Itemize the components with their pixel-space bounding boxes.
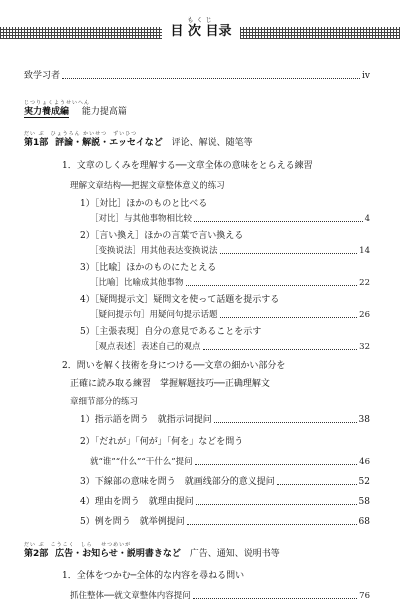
chapter-2-title-line2: 正確に読み取る練習 掌握解题技巧──正确理解文 xyxy=(70,379,270,389)
toc-page: 32 xyxy=(359,342,370,352)
leader-dots xyxy=(214,422,357,423)
leader-dots xyxy=(194,221,363,222)
toc-page: 52 xyxy=(358,477,370,487)
toc-entry-1-5[interactable] xyxy=(90,341,370,353)
section-title: 実力養成編 xyxy=(24,107,70,117)
chapter-1-cn: 理解文章结构──把握文章整体意义的练习 xyxy=(70,181,225,191)
toc-page: 38 xyxy=(358,415,370,425)
chapter-2-title: 2．問いを解く技術を身につける──文章の細かい部分を xyxy=(62,361,286,371)
part1-heading xyxy=(24,137,400,149)
toc-page: 14 xyxy=(359,246,370,256)
toc-entry-p2-1[interactable] xyxy=(70,590,370,602)
part2-cn: 广告、通知、说明书等 xyxy=(189,549,280,559)
toc-page: 76 xyxy=(359,591,370,601)
chapter-2-cn: 章细节部分的练习 xyxy=(70,397,139,407)
toc-item-2-2[interactable]: 2）「だれが」「何が」「何を」などを問う xyxy=(80,437,244,447)
toc-entry-2-1[interactable] xyxy=(80,414,370,426)
leader-dots xyxy=(220,253,358,254)
toc-label: ［比喻］比喻成其他事物 xyxy=(90,278,184,288)
leader-dots xyxy=(195,464,358,465)
title-reading: もくじ xyxy=(187,17,215,24)
toc-page: 26 xyxy=(359,310,370,320)
toc-entry-2-3[interactable] xyxy=(80,476,370,488)
section-heading xyxy=(24,106,400,118)
toc-item-1-1[interactable]: 1）［対比］ほかのものと比べる xyxy=(80,199,208,209)
leader-dots xyxy=(277,484,357,485)
part2-label: 第2部 xyxy=(24,549,49,559)
toc-entry-preface[interactable] xyxy=(24,70,370,82)
toc-label: 3）下線部の意味を問う 就画线部分的意义提问 xyxy=(80,477,275,487)
toc-entry-1-4[interactable] xyxy=(90,309,370,321)
header-pattern-left xyxy=(0,27,162,39)
chapter-1-title: 1．文章のしくみを理解する──文章全体の意味をとらえる練習 xyxy=(62,161,313,171)
toc-label: ［对比］与其他事物相比较 xyxy=(90,214,193,224)
part2-reading: だい ぶ こうこく しら せつめいが xyxy=(24,542,132,548)
toc-item-1-5[interactable]: 5）［主張表現］自分の意見であることを示す xyxy=(80,327,262,337)
toc-page: 58 xyxy=(358,497,370,507)
toc-label: 抓住整体──就文章整体内容提问 xyxy=(70,591,191,601)
toc-item-1-4[interactable]: 4）［疑問提示文］疑問文を使って話題を提示する xyxy=(80,295,280,305)
page-title xyxy=(162,17,240,39)
header-pattern-right xyxy=(240,27,400,39)
section-reading: じつりょくようせいへん xyxy=(24,100,91,106)
part2-title: 広告・お知らせ・説明書きなど xyxy=(55,549,181,559)
toc-entry-2-4[interactable] xyxy=(80,496,370,508)
leader-dots xyxy=(187,524,357,525)
toc-page: 46 xyxy=(359,457,370,467)
toc-page: 68 xyxy=(358,517,370,527)
leader-dots xyxy=(220,317,358,318)
toc-label: ［变换说法］用其他表达变换说法 xyxy=(90,246,218,256)
part2-chapter-1-title: 1．全体をつかむ─全体的な内容を尋ねる問い xyxy=(62,571,245,581)
toc-label: 就“谁”“什么”“干什么”提问 xyxy=(90,457,193,467)
toc-entry-1-2[interactable] xyxy=(90,245,370,257)
toc-label: 4）理由を問う 就理由提问 xyxy=(80,497,194,507)
toc-item-1-2[interactable]: 2）［言い換え］ほかの言葉で言い換える xyxy=(80,231,244,241)
toc-page: 22 xyxy=(359,278,370,288)
part2-heading xyxy=(24,548,400,560)
toc-label: 致学习者 xyxy=(24,71,61,81)
leader-dots xyxy=(193,598,357,599)
toc-label: 1）指示語を問う 就指示词提问 xyxy=(80,415,212,425)
section-subtitle: 能力提高篇 xyxy=(81,107,127,117)
toc-entry-1-1[interactable] xyxy=(90,213,370,225)
page-header xyxy=(0,17,400,44)
toc-label: ［疑问提示句］用疑问句提示话题 xyxy=(90,310,218,320)
leader-dots xyxy=(186,285,358,286)
part1-cn: 评论、解说、随笔等 xyxy=(171,138,253,148)
toc-label: ［观点表述］表述自己的观点 xyxy=(90,342,201,352)
toc-page: iv xyxy=(362,71,370,81)
part1-title: 評論・解説・エッセイなど xyxy=(55,138,163,148)
toc-item-1-3[interactable]: 3）［比喩］ほかのものにたとえる xyxy=(80,263,217,273)
toc-page: 4 xyxy=(364,214,370,224)
toc-entry-2-2[interactable] xyxy=(90,456,370,468)
toc-label: 5）例を問う 就举例提问 xyxy=(80,517,185,527)
leader-dots xyxy=(196,504,357,505)
toc-entry-2-5[interactable] xyxy=(80,516,370,528)
part1-label: 第1部 xyxy=(24,138,49,148)
leader-dots xyxy=(203,349,358,350)
title-text: 目 次 目录 xyxy=(170,24,232,39)
leader-dots xyxy=(62,78,360,79)
toc-entry-1-3[interactable] xyxy=(90,277,370,289)
part1-reading: だい ぶ ひょうろん かいせつ ずいひつ xyxy=(24,131,138,137)
